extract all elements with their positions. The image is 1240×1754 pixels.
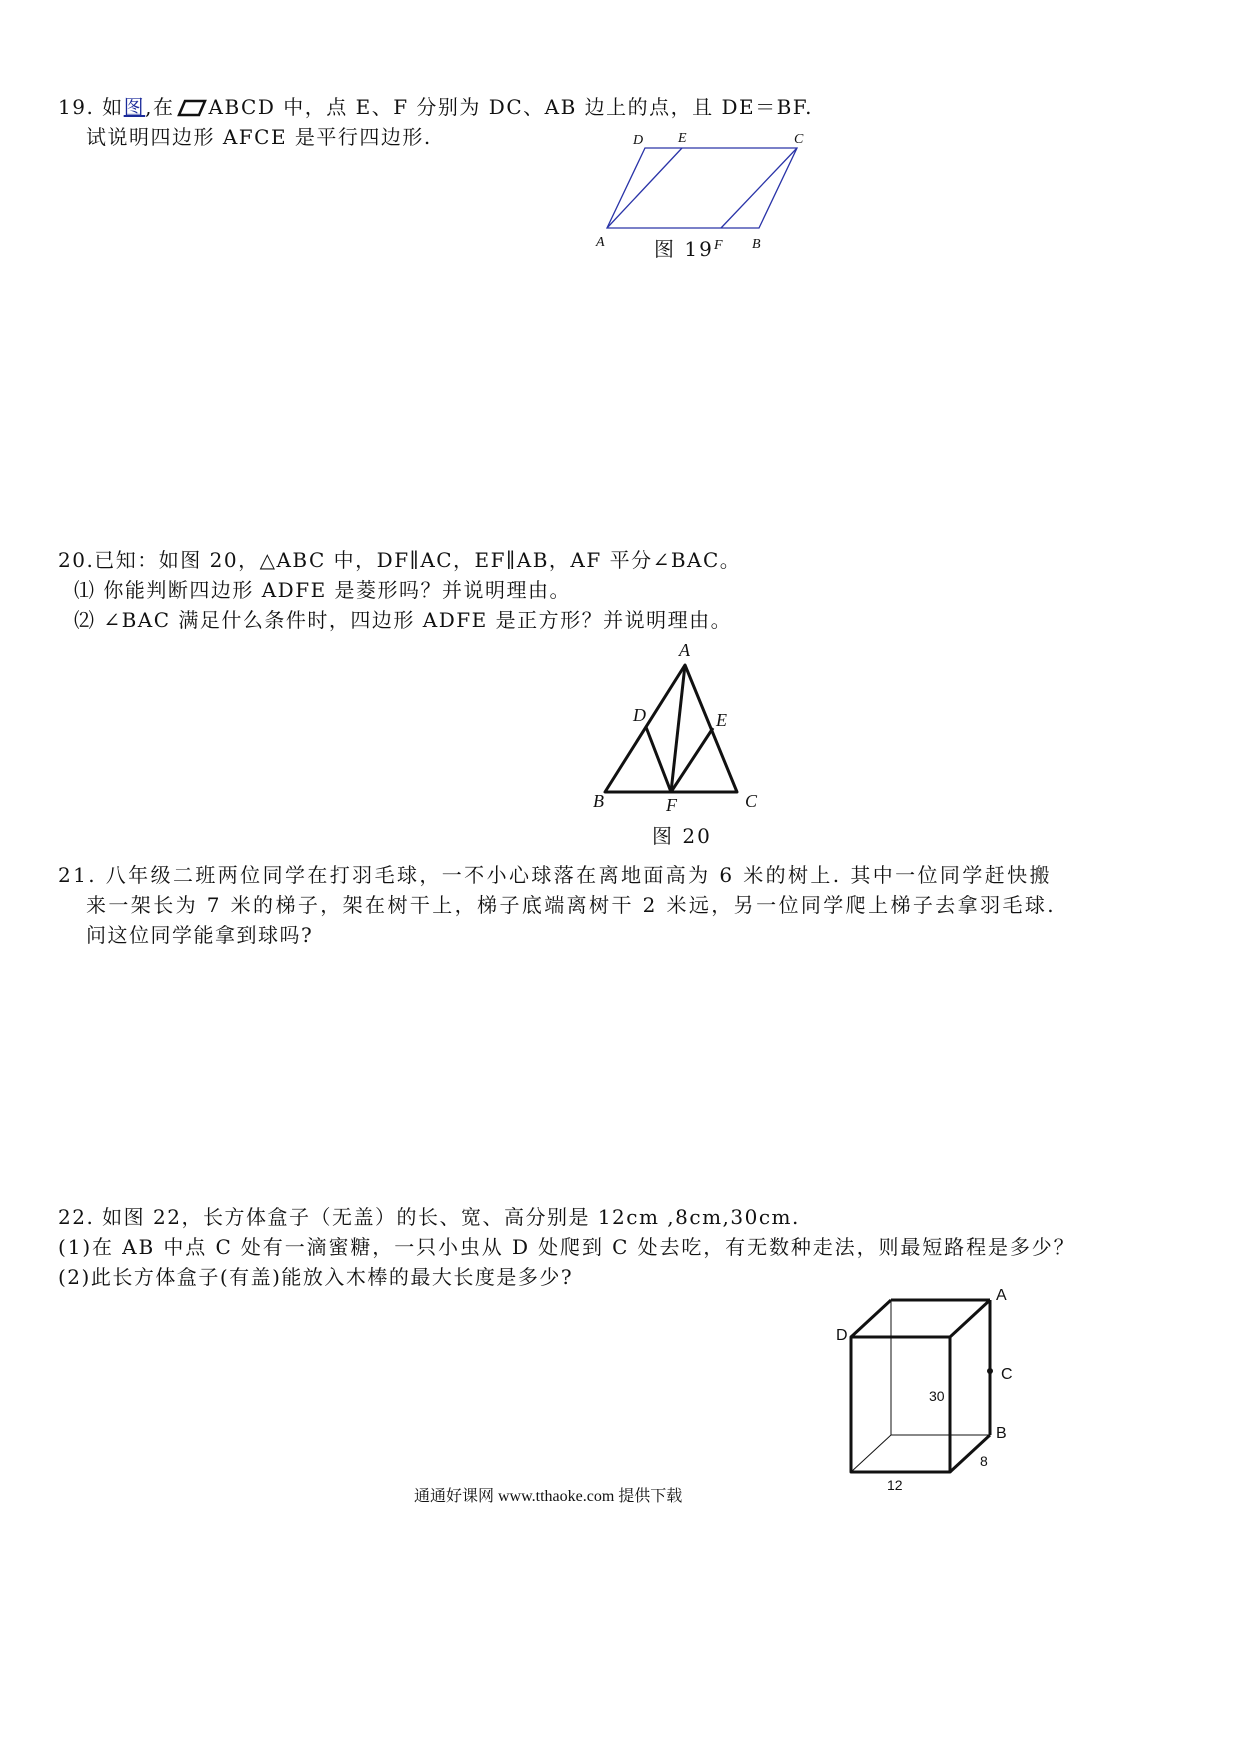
- q22-part1: (1)在 AB 中点 C 处有一滴蜜糖，一只小虫从 D 处爬到 C 处去吃，有无数种走法，则最短路程是多少？: [58, 1235, 1076, 1259]
- figure-19-caption: 图 19: [654, 237, 714, 261]
- label-c: C: [745, 791, 758, 811]
- q19-line1: [58, 92, 813, 122]
- edge-top-right: [950, 1300, 990, 1337]
- label-d: D: [633, 133, 644, 148]
- segment-ae: [607, 148, 682, 228]
- q22-part2: (2)此长方体盒子(有盖)能放入木棒的最大长度是多少?: [58, 1265, 574, 1289]
- figure-22: [830, 1280, 1040, 1500]
- hidden-edge-bottom-left: [851, 1435, 891, 1472]
- q21-line3: 问这位同学能拿到球吗?: [86, 923, 314, 947]
- figure-20-caption: 图 20: [652, 824, 712, 848]
- parallelogram-icon: [177, 99, 207, 117]
- point-c: [987, 1368, 993, 1374]
- q19-line2: 试说明四边形 AFCE 是平行四边形.: [86, 125, 432, 149]
- label-c: C: [794, 132, 804, 147]
- q19-number: 19.: [58, 95, 95, 119]
- label-d: D: [836, 1327, 848, 1344]
- q19-text-b: ,在: [145, 95, 175, 119]
- q22-line1: 22. 如图 22，长方体盒子（无盖）的长、宽、高分别是 12cm ,8cm,30cm.: [58, 1205, 800, 1229]
- label-f: F: [666, 795, 677, 815]
- segment-fc: [721, 148, 797, 228]
- label-a: A: [596, 235, 605, 250]
- label-b: B: [593, 791, 604, 811]
- height-label: 30: [929, 1388, 945, 1404]
- label-e: E: [678, 131, 687, 146]
- q21-line1: 21. 八年级二班两位同学在打羽毛球，一不小心球落在离地面高为 6 米的树上. 其中一位同学赶快搬: [58, 863, 1052, 887]
- parallelogram-abcd: [607, 148, 797, 228]
- q20-part2: ⑵ ∠BAC 满足什么条件时，四边形 ADFE 是正方形？并说明理由。: [74, 608, 733, 632]
- edge-top-left: [851, 1300, 891, 1337]
- label-a: A: [996, 1287, 1007, 1304]
- width-label: 8: [980, 1453, 988, 1469]
- q21-line2: 来一架长为 7 米的梯子，架在树干上，梯子底端离树干 2 米远，另一位同学爬上梯子去拿羽毛球.: [86, 893, 1057, 917]
- label-f: F: [714, 238, 723, 253]
- q20-part1: ⑴ 你能判断四边形 ADFE 是菱形吗？并说明理由。: [74, 578, 572, 602]
- label-b: B: [752, 237, 761, 252]
- segments-df-fe: [646, 727, 713, 792]
- label-b: B: [996, 1425, 1007, 1442]
- figure-20: [585, 635, 775, 820]
- label-c: C: [1001, 1366, 1013, 1383]
- q19-text-a: 如: [102, 95, 124, 119]
- box-front-face: [851, 1337, 950, 1472]
- q19-text-c: ABCD 中，点 E、F 分别为 DC、AB 边上的点，且 DE＝BF.: [208, 95, 813, 119]
- label-e: E: [716, 710, 727, 730]
- q20-line1: 20.已知：如图 20，△ABC 中，DF∥AC，EF∥AB，AF 平分∠BAC。: [58, 548, 742, 572]
- q19-figure-link[interactable]: 图: [123, 95, 146, 119]
- footer-credit: 通通好课网 www.tthaoke.com 提供下载: [414, 1488, 683, 1505]
- length-label: 12: [887, 1477, 903, 1493]
- label-d: D: [633, 705, 646, 725]
- label-a: A: [679, 640, 690, 660]
